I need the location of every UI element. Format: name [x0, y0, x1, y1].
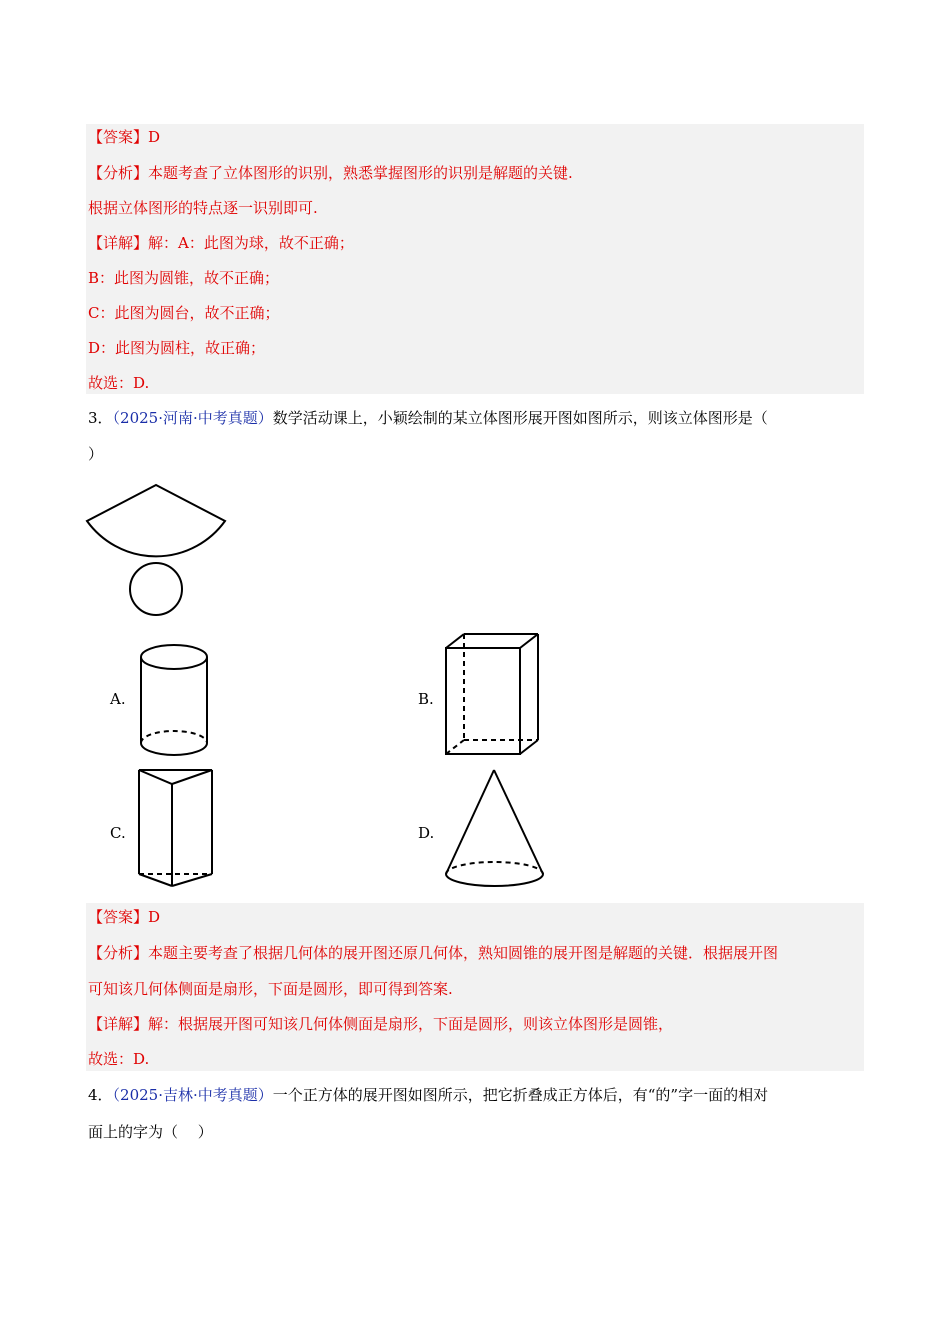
q3-stem-2: ） — [88, 445, 104, 463]
q2-choice: 故选：D. — [88, 374, 150, 392]
option-a-label: A. — [110, 690, 126, 708]
q3-detail-1: 【详解】解：根据展开图可知该几何体侧面是扇形，下面是圆形，则该立体图形是圆锥， — [88, 1015, 674, 1033]
q2-analysis-1: 【分析】本题考查了立体图形的识别，熟悉掌握图形的识别是解题的关键. — [88, 164, 573, 182]
q3-analysis-2: 可知该几何体侧面是扇形，下面是圆形，即可得到答案. — [88, 980, 453, 998]
q2-detail-4: D：此图为圆柱，故正确； — [88, 339, 266, 357]
q3-answer: 【答案】D — [88, 908, 161, 926]
base-circle — [130, 563, 182, 615]
triangular-prism-figure — [134, 764, 218, 894]
q3-analysis-1: 【分析】本题主要考查了根据几何体的展开图还原几何体，熟知圆锥的展开图是解题的关键．根据展开图 — [88, 944, 779, 962]
q4-stem-2: 面上的字为（ ） — [88, 1123, 213, 1141]
q2-detail-1: 【详解】解：A：此图为球，故不正确； — [88, 234, 354, 252]
cylinder-figure — [134, 640, 214, 760]
q2-analysis-2: 根据立体图形的特点逐一识别即可. — [88, 199, 318, 217]
q2-detail-3: C：此图为圆台，故不正确； — [88, 304, 280, 322]
option-d-label: D. — [418, 824, 435, 842]
option-c-label: C. — [110, 824, 126, 842]
q4-text: 一个正方体的展开图如图所示，把它折叠成正方体后，有“的”字一面的相对 — [272, 1086, 769, 1104]
rectangular-prism-figure — [440, 628, 550, 760]
sector-shape — [87, 485, 225, 556]
option-b-label: B. — [418, 690, 434, 708]
q3-stem — [88, 408, 768, 428]
cone-figure — [440, 764, 550, 894]
q2-detail-2: B：此图为圆锥，故不正确； — [88, 269, 280, 287]
q4-number: 4． — [88, 1086, 113, 1104]
net-figure — [80, 480, 240, 620]
q2-answer: 【答案】D — [88, 128, 161, 146]
q3-text: 数学活动课上，小颖绘制的某立体图形展开图如图所示，则该立体图形是（ — [272, 409, 768, 427]
q4-stem — [88, 1085, 768, 1105]
q3-source: （2025·河南·中考真题） — [112, 409, 273, 427]
q3-number: 3． — [88, 409, 113, 427]
q4-source: （2025·吉林·中考真题） — [112, 1086, 273, 1104]
q3-choice: 故选：D. — [88, 1050, 150, 1068]
